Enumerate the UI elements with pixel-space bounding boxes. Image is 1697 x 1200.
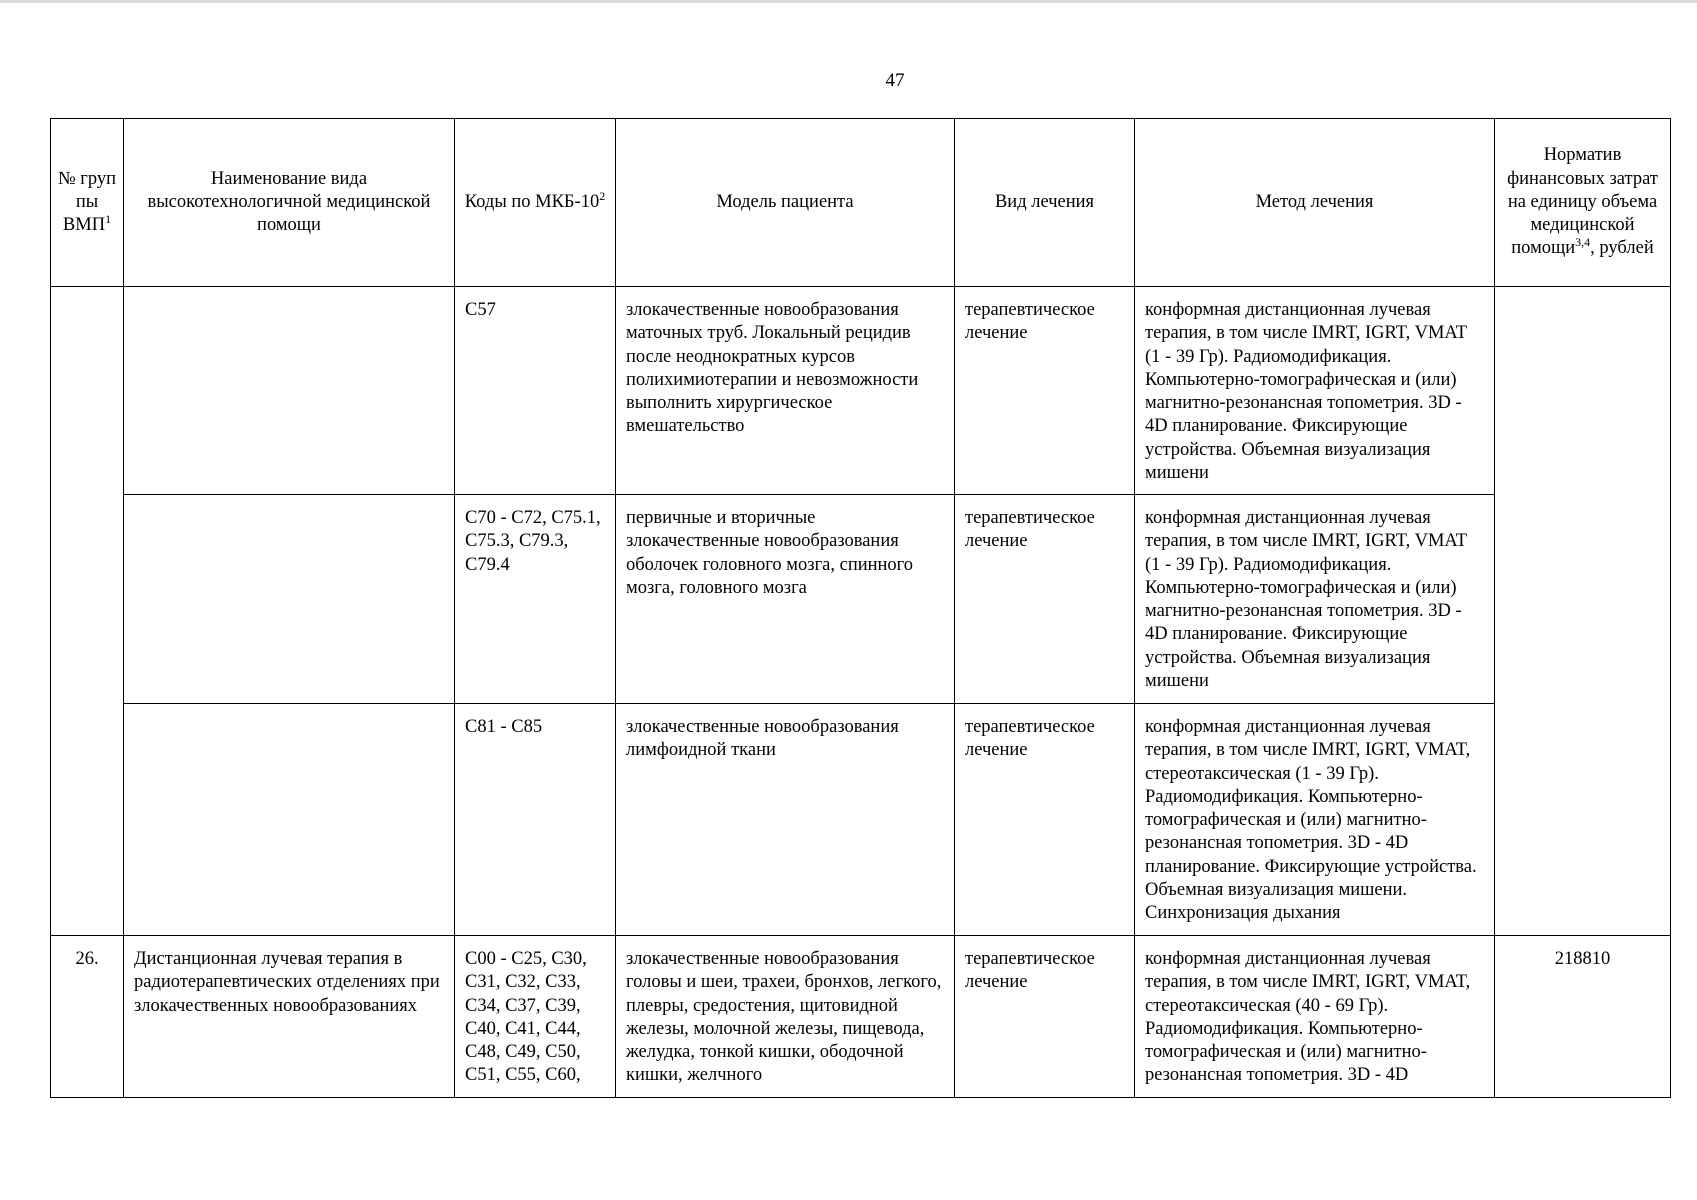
table-row <box>51 287 1671 495</box>
treatment-type-text: терапевтическое лечение <box>965 508 1095 552</box>
treatment-method-cell <box>1135 287 1495 495</box>
cost-norm-value: 218810 <box>1554 949 1611 969</box>
care-name-cell <box>124 936 455 1098</box>
group-number-cell <box>51 936 124 1098</box>
top-rule <box>0 0 1697 3</box>
care-name-cell-empty <box>124 287 455 495</box>
patient-model-cell <box>616 287 955 495</box>
patient-model-text: злокачественные новообразования маточных труб. Локальный рецидив после неоднократных курсов полихимиотерапии и невозможности выполнить хирургическое вмешательство <box>626 300 919 437</box>
header-treatment-method-text: Метод лечения <box>1255 191 1374 212</box>
patient-model-cell <box>616 495 955 704</box>
icd-codes-text: C81 - C85 <box>465 717 543 737</box>
header-cost-norm-sup: 3,4 <box>1575 235 1591 250</box>
treatment-method-text: конформная дистанционная лучевая терапия, в том числе IMRT, IGRT, VMAT (1 - 39 Гр). Радиомодификация. Компьютерно-томографическая и (или) магнитно-резонансная топометрия. 3D - 4D планирование. Фиксирующие устройства. Объемная визуализация мишени <box>1145 300 1467 484</box>
treatment-method-text: конформная дистанционная лучевая терапия, в том числе IMRT, IGRT, VMAT, стереотаксическая (40 - 69 Гр). Радиомодификация. Компьютерно-томографическая и (или) магнитно-резонансная топометрия. 3D - 4D <box>1145 949 1471 1086</box>
patient-model-text: первичные и вторичные злокачественные новообразования оболочек головного мозга, спинного мозга, головного мозга <box>626 508 914 598</box>
care-name-text: Дистанционная лучевая терапия в радиотерапевтических отделениях при злокачественных новообразованиях <box>134 949 440 1016</box>
header-treatment-type <box>955 119 1135 287</box>
cost-norm-cell-empty <box>1495 287 1671 936</box>
header-group-number-sup: 1 <box>105 211 112 226</box>
header-cost-norm-suffix: , рублей <box>1590 238 1654 259</box>
header-patient-model <box>616 119 955 287</box>
header-icd-codes <box>455 119 616 287</box>
header-treatment-type-text: Вид лечения <box>994 191 1095 212</box>
header-care-name-text: Наименование вида высокотехнологичной медицинской помощи <box>147 168 431 236</box>
treatment-type-cell <box>955 287 1135 495</box>
group-number-text: 26. <box>75 949 99 969</box>
icd-codes-text: C57 <box>465 300 496 320</box>
header-icd-codes-sup: 2 <box>599 188 606 203</box>
treatment-type-text: терапевтическое лечение <box>965 717 1095 761</box>
header-patient-model-text: Модель пациента <box>716 191 854 212</box>
treatment-method-cell <box>1135 936 1495 1098</box>
header-care-name <box>124 119 455 287</box>
treatment-method-text: конформная дистанционная лучевая терапия, в том числе IMRT, IGRT, VMAT, стереотаксическая (1 - 39 Гр). Радиомодификация. Компьютерно-томографическая и (или) магнитно-резонансная топометрия. 3D - 4D планирование. Фиксирующие устройства. Объемная визуализация мишени. Синхронизация дыхания <box>1145 717 1477 924</box>
treatment-type-cell <box>955 495 1135 704</box>
patient-model-cell <box>616 704 955 936</box>
header-cost-norm <box>1495 119 1671 287</box>
vmp-table <box>50 118 1671 1098</box>
care-name-cell-empty <box>124 495 455 704</box>
patient-model-cell <box>616 936 955 1098</box>
treatment-method-cell <box>1135 495 1495 704</box>
cost-norm-cell <box>1495 936 1671 1098</box>
treatment-type-text: терапевтическое лечение <box>965 300 1095 344</box>
group-number-cell-empty <box>51 287 124 936</box>
header-treatment-method <box>1135 119 1495 287</box>
icd-codes-cell <box>455 287 616 495</box>
treatment-type-cell <box>955 936 1135 1098</box>
header-icd-codes-text: Коды по МКБ-10 <box>464 191 600 212</box>
header-group-number <box>51 119 124 287</box>
treatment-method-cell <box>1135 704 1495 936</box>
icd-codes-text: C70 - C72, C75.1, C75.3, C79.3, C79.4 <box>465 508 601 575</box>
icd-codes-cell <box>455 495 616 704</box>
patient-model-text: злокачественные новообразования лимфоидной ткани <box>626 717 899 761</box>
page-number: 47 <box>885 70 905 91</box>
icd-codes-text: C00 - C25, C30, C31, C32, C33, C34, C37, C39, C40, C41, C44, C48, C49, C50, C51, C55, C60, <box>465 949 587 1086</box>
icd-codes-cell <box>455 704 616 936</box>
patient-model-text: злокачественные новообразования головы и шеи, трахеи, бронхов, легкого, плевры, средостения, щитовидной железы, молочной железы, пищевода, желудка, тонкой кишки, ободочной кишки, желчного <box>626 949 942 1086</box>
header-cost-norm-text: Норматив финансовых затрат на единицу объема медицинской помощи <box>1507 145 1658 259</box>
treatment-method-text: конформная дистанционная лучевая терапия, в том числе IMRT, IGRT, VMAT (1 - 39 Гр). Радиомодификация. Компьютерно-томографическая и (или) магнитно-резонансная топометрия. 3D - 4D планирование. Фиксирующие устройства. Объемная визуализация мишени <box>1145 508 1467 692</box>
table-row <box>51 495 1671 704</box>
table-row-group-26 <box>51 936 1671 1098</box>
header-group-number-text: № груп пы ВМП <box>57 168 117 236</box>
treatment-type-cell <box>955 704 1135 936</box>
treatment-type-text: терапевтическое лечение <box>965 949 1095 993</box>
care-name-cell-empty <box>124 704 455 936</box>
header-row <box>51 119 1671 287</box>
icd-codes-cell <box>455 936 616 1098</box>
table-row <box>51 704 1671 936</box>
